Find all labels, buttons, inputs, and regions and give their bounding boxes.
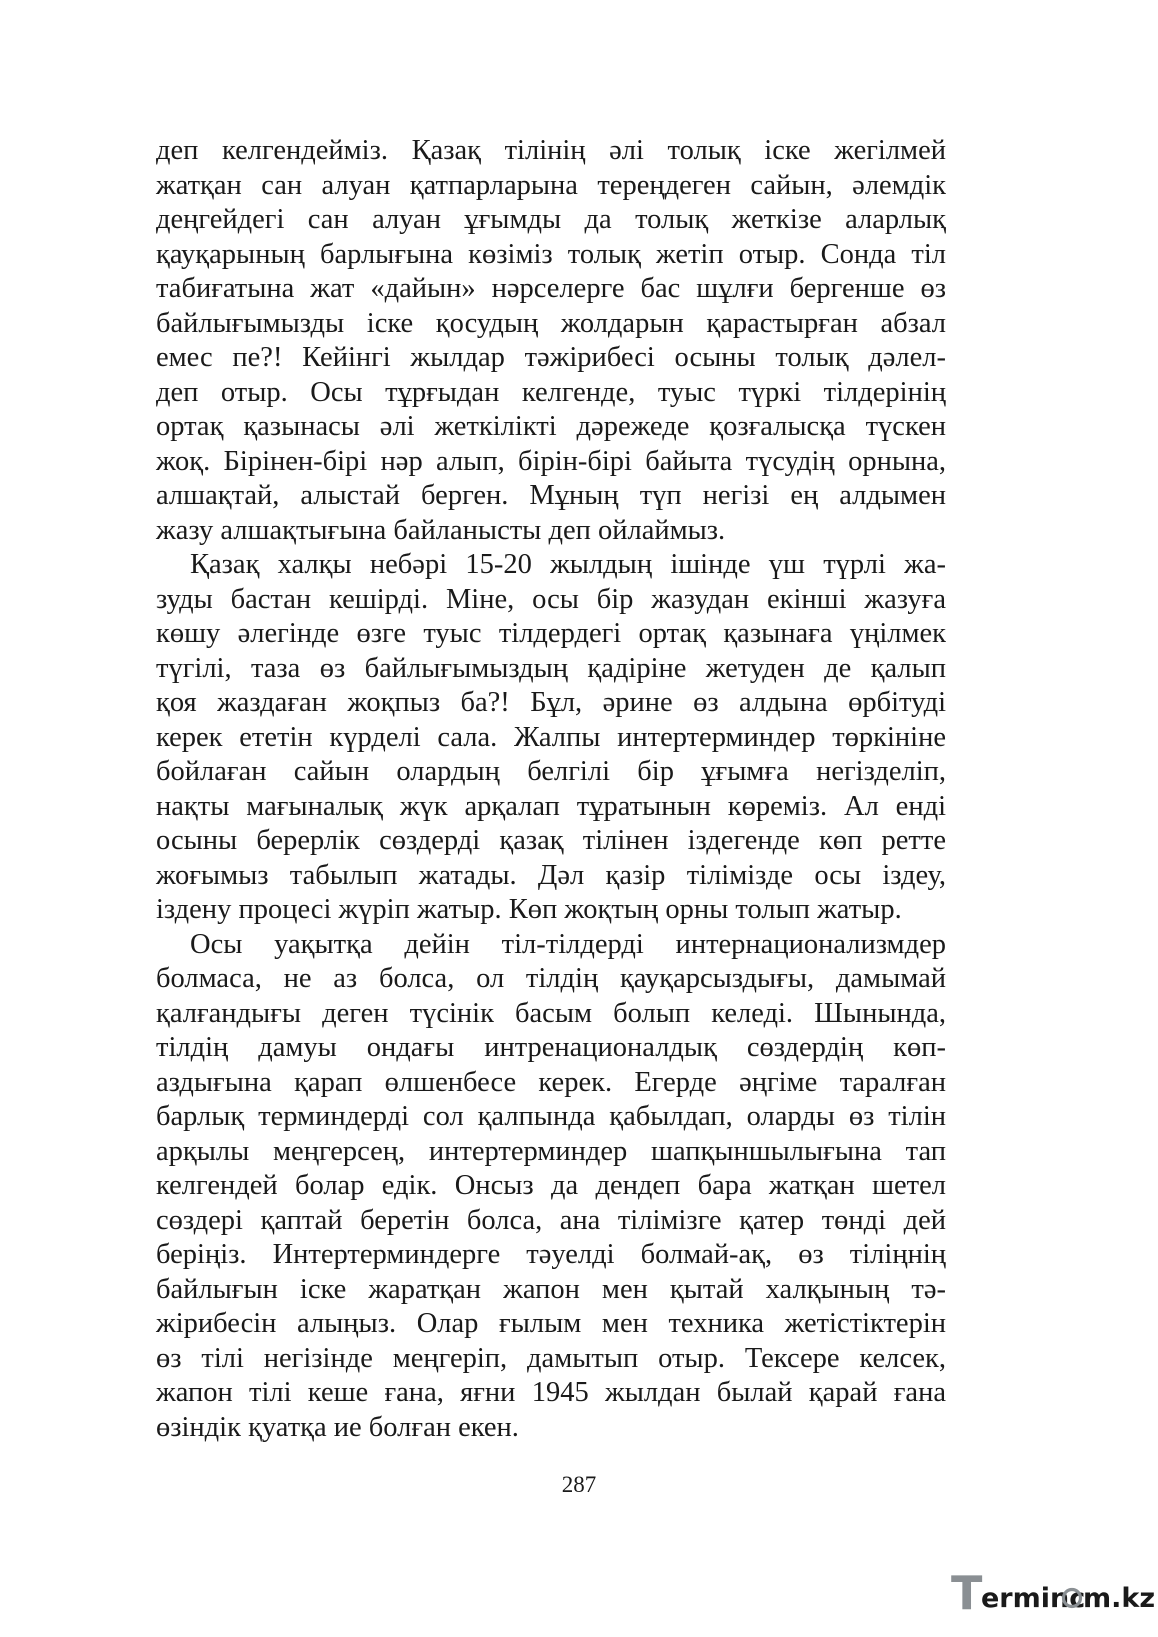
page-number: 287 bbox=[561, 1472, 597, 1497]
text-line: қауқарының барлығына көзіміз толық жетіп отыр. Сонда тіл bbox=[156, 238, 946, 270]
logo-graphic bbox=[951, 1566, 1156, 1620]
text-line: жоқ. Бірінен-бірі нәр алып, бірін-бірі байыта түсудің орнына, bbox=[156, 445, 946, 477]
text-line: келгендей болар едік. Онсыз да дендеп бара жатқан шетел bbox=[156, 1170, 946, 1201]
text-line: бойлаған сайын олардың белгілі бір ұғымға негізделіп, bbox=[156, 756, 946, 787]
text-line: түгілі, таза өз байлығымыздың қадіріне жетуден де қалып bbox=[156, 652, 946, 684]
logo-t-letter: T bbox=[951, 1566, 983, 1620]
text-line: жірибесін алыңыз. Олар ғылым мен техника жетістіктерін bbox=[156, 1308, 946, 1339]
text-line: нақты мағыналық жүк арқалап тұратынын көреміз. Ал енді bbox=[156, 790, 946, 822]
text-line: өзіндік қуатқа ие болған екен. bbox=[156, 1411, 519, 1443]
text-line: көшу әлегінде өзге туыс тілдердегі ортақ қазынаға үңілмек bbox=[156, 618, 946, 649]
text-line: табиғатына жат «дайын» нәрселерге бас шұлғи бергенше өз bbox=[156, 273, 946, 304]
text-line: тілдің дамуы ондағы интренационалдық сөздердің көп- bbox=[156, 1032, 946, 1063]
text-line: сөздері қаптай беретін болса, ана тілімізге қатер төнді дей bbox=[156, 1204, 946, 1236]
text-line: аздығына қарап өлшенбесе керек. Егерде әңгіме таралған bbox=[156, 1066, 946, 1098]
text-line: жапон тілі кеше ғана, яғни 1945 жылдан былай қарай ғана bbox=[156, 1377, 946, 1408]
text-line: өз тілі негізінде меңгеріп, дамытып отыр. Тексере келсек, bbox=[156, 1342, 946, 1374]
text-line: байлығын іске жаратқан жапон мен қытай халқының тә- bbox=[156, 1273, 946, 1305]
text-line: осыны берерлік сөздерді қазақ тілінен іздегенде көп ретте bbox=[156, 825, 946, 856]
text-line: жазу алшақтығына байланысты деп ойлаймыз. bbox=[156, 514, 726, 546]
text-line: деп келгендейміз. Қазақ тілінің әлі толық іске жегілмей bbox=[156, 135, 946, 166]
text-line: керек ететін күрделі сала. Жалпы интертерминдер төркініне bbox=[156, 721, 946, 753]
logo-text-end: m.kz bbox=[1083, 1583, 1156, 1614]
text-line: Осы уақытқа дейін тіл-тілдерді интернационализмдер bbox=[190, 928, 946, 960]
text-line: алшақтай, алыстай берген. Мұның түп негізі ең алдымен bbox=[156, 480, 946, 511]
text-line: ортақ қазынасы әлі жеткілікті дәрежеде қозғалысқа түскен bbox=[156, 411, 946, 442]
text-line: қалғандығы деген түсінік басым болып келеді. Шынында, bbox=[156, 997, 946, 1029]
text-line: жоғымыз табылып жатады. Дәл қазір тілімізде осы іздеу, bbox=[156, 859, 946, 891]
text-line: іздену процесі жүріп жатыр. Көп жоқтың орны толып жатыр. bbox=[156, 894, 902, 925]
logo-text-part: erminc bbox=[981, 1583, 1086, 1614]
text-line: беріңіз. Интертерминдерге тәуелді болмай-ақ, өз тіліңнің bbox=[156, 1239, 946, 1270]
text-line: деп отыр. Осы тұрғыдан келгенде, туыс түркі тілдерінің bbox=[156, 376, 946, 408]
text-line: жатқан сан алуан қатпарларына тереңдеген сайын, әлемдік bbox=[156, 169, 946, 201]
text-line: деңгейдегі сан алуан ұғымды да толық жеткізе аларлық bbox=[156, 204, 946, 235]
text-line: байлығымызды іске қосудың жолдарын қарастырған абзал bbox=[156, 307, 946, 339]
text-line: барлық терминдерді сол қалпында қабылдап, оларды өз тілін bbox=[156, 1101, 946, 1132]
text-line: емес пе?! Кейінгі жылдар тәжірибесі осыны толық дәлел- bbox=[156, 342, 946, 373]
body-text bbox=[156, 134, 946, 1445]
text-line: болмаса, не аз болса, ол тілдің қауқарсыздығы, дамымай bbox=[156, 963, 946, 994]
text-line: Қазақ халқы небәрі 15-20 жылдың ішінде үш түрлі жа- bbox=[190, 549, 946, 580]
text-line: қоя жаздаған жоқпыз ба?! Бұл, әрине өз алдына өрбітуді bbox=[156, 687, 946, 718]
text-line: зуды бастан кешірді. Міне, осы бір жазудан екінші жазуға bbox=[156, 583, 946, 615]
terminkom-watermark-logo bbox=[951, 1566, 1156, 1620]
text-line: арқылы меңгерсең, интертерминдер шапқыншылығына тап bbox=[156, 1135, 946, 1167]
